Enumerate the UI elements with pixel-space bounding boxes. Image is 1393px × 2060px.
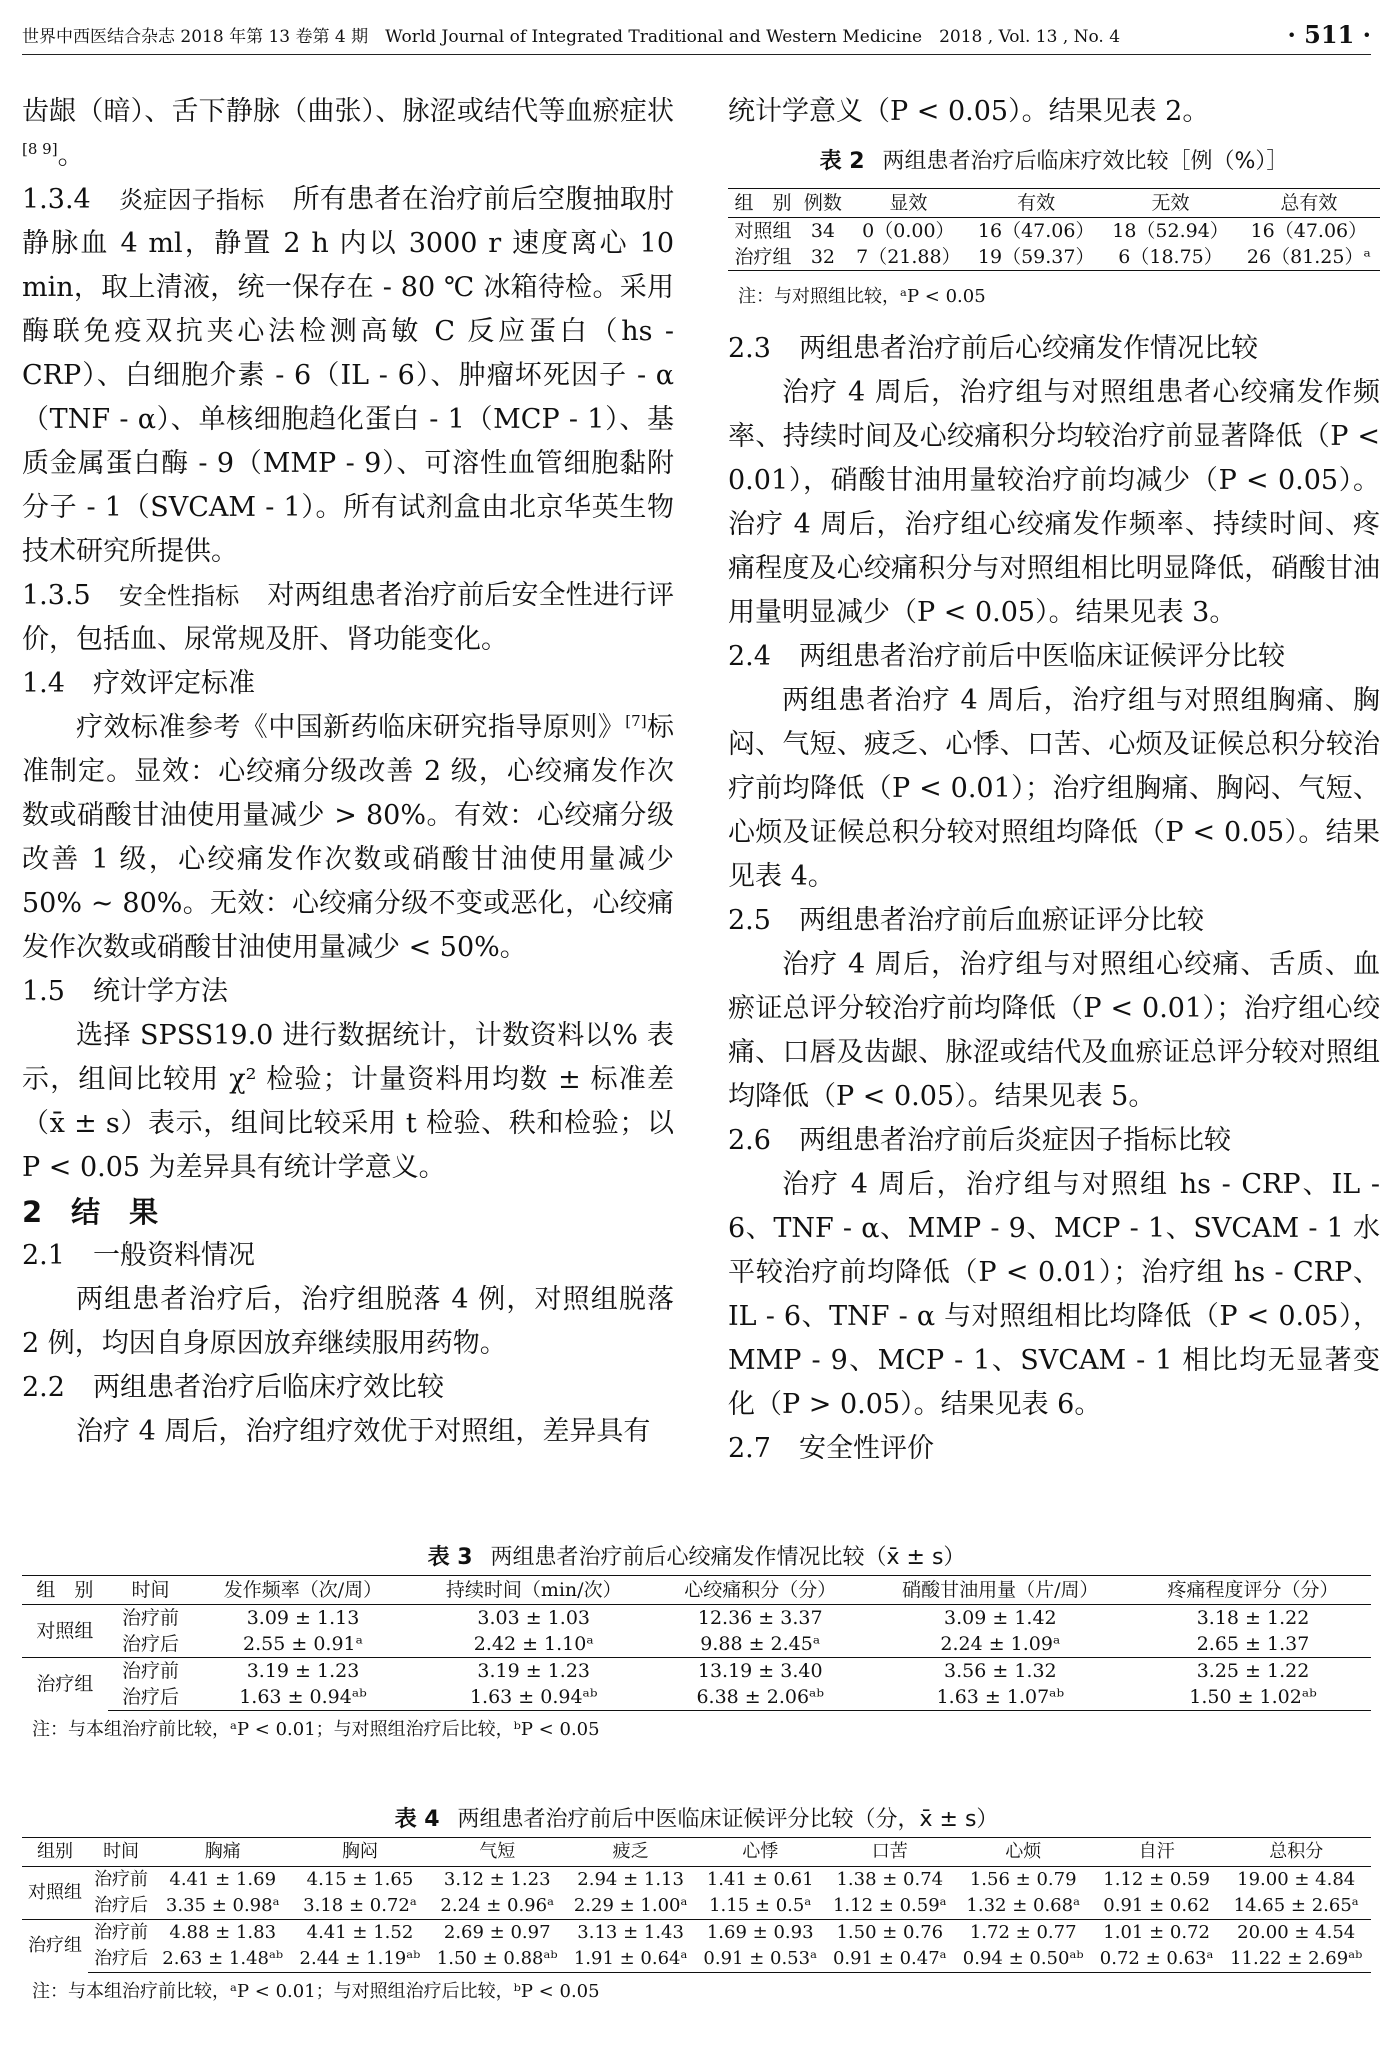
group-cell: 对照组 [36,1620,94,1642]
table-cell: 32 [798,244,848,271]
table-cell: 4.41 ± 1.69 [169,1869,277,1890]
column-header: 疲乏 [566,1838,696,1867]
table-cell: 0.72 ± 0.63ᵃ [1092,1946,1222,1973]
table-cell: 14.65 ± 2.65ᵃ [1233,1895,1359,1916]
table-cell: 治疗后 [108,1684,194,1711]
table-cell: 3.09 ± 1.42 [944,1607,1057,1629]
table-cell: 2.29 ± 1.00ᵃ [573,1895,688,1916]
table-cell: 1.50 ± 0.88ᵃᵇ [429,1946,566,1973]
table-cell: 2.55 ± 0.91ᵃ [243,1633,363,1655]
group-cell: 治疗组 [22,1658,108,1711]
column-header: 气短 [429,1838,566,1867]
table-cell: 1.72 ± 0.77 [955,1920,1092,1947]
table-header-row [728,189,1380,218]
table-4-grid [22,1837,1371,1973]
column-header: 组别 [22,1838,88,1867]
column-header: 持续时间（min/次） [413,1576,655,1605]
table-cell: 4.88 ± 1.83 [154,1920,291,1947]
table-cell: 9.88 ± 2.45ᵃ [700,1633,821,1655]
table-cell: 3.18 ± 1.22 [1196,1607,1310,1629]
table-cell: 对照组 [734,220,792,242]
column-header: 心烦 [955,1838,1092,1867]
table-cell: 治疗后 [88,1946,154,1973]
table-cell: 2.24 ± 1.09ᵃ [940,1633,1061,1655]
table-cell: 26（81.25）ᵃ [1238,244,1380,271]
table-cell: 1.63 ± 1.07ᵃᵇ [866,1684,1135,1711]
table-cell: 2.44 ± 1.19ᵃᵇ [291,1946,428,1973]
column-header: 有效 [969,189,1103,218]
running-header [22,14,1371,55]
table-cell: 16（47.06） [1250,220,1368,242]
table-row [22,1893,1371,1920]
table-cell: 2.94 ± 1.13 [577,1869,684,1890]
table-cell: 1.01 ± 0.72 [1092,1920,1222,1947]
column-header: 疼痛程度评分（分） [1135,1576,1371,1605]
paragraph: 统计学意义（P < 0.05）。结果见表 2。 [728,96,1210,127]
table-row [22,1605,1371,1632]
table-cell: 34 [810,220,835,242]
table-cell: 1.32 ± 0.68ᵃ [966,1895,1081,1916]
table-note: 注：与本组治疗前比较，ᵃP < 0.01；与对照组治疗后比较，ᵇP < 0.05 [32,1719,600,1740]
page-number: · 511 · [1287,19,1371,49]
table-cell: 治疗前 [88,1920,154,1947]
table-cell: 3.03 ± 1.03 [477,1607,591,1629]
group-cell: 对照组 [28,1882,83,1903]
column-header: 组 别 [22,1576,108,1605]
section-2-heading: 2 结 果 [22,1195,159,1229]
table-cell: 3.56 ± 1.32 [866,1658,1135,1685]
table-cell: 1.63 ± 0.94ᵃᵇ [413,1684,655,1711]
column-header: 心悸 [695,1838,825,1867]
table-cell: 20.00 ± 4.54 [1221,1920,1371,1947]
table-cell: 2.24 ± 0.96ᵃ [440,1895,555,1916]
table-4 [22,1800,1371,2003]
table-cell: 0.91 ± 0.47ᵃ [825,1946,955,1973]
table-cell: 3.09 ± 1.13 [246,1607,360,1629]
column-header: 例数 [798,189,848,218]
column-header: 自汗 [1092,1838,1222,1867]
section-2-2-heading: 2.2 两组患者治疗后临床疗效比较 [22,1372,444,1403]
table-cell: 0（0.00） [862,220,955,242]
section-2-4-heading: 2.4 两组患者治疗前后中医临床证候评分比较 [728,641,1285,672]
table-cell: 19（59.37） [969,244,1103,271]
table-3 [22,1538,1371,1741]
table-caption: 表 2 两组患者治疗后临床疗效比较［例（%）］ [819,149,1289,174]
table-cell: 治疗前 [122,1607,180,1629]
paragraph: 疗效标准参考《中国新药临床研究指导原则》[7]标准制定。显效：心绞痛分级改善 2 级，心绞痛发作次数或硝酸甘油使用量减少 > 80%。有效：心绞痛分级改善 1 级，心绞痛发作次数或硝酸甘油使用量减少 50% ~ 80%。无效：心绞痛分级不变或恶化，心绞痛发作次数或硝酸甘油使用量减少 < 50%。 [22,712,675,963]
column-header: 口苦 [825,1838,955,1867]
table-row [22,1631,1371,1658]
table-cell: 3.13 ± 1.43 [566,1920,696,1947]
table-cell: 1.12 ± 0.59 [1103,1869,1210,1890]
table-cell: 2.63 ± 1.48ᵃᵇ [154,1946,291,1973]
column-header: 组 别 [728,189,798,218]
paragraph: 治疗 4 周后，治疗组与对照组患者心绞痛发作频率、持续时间及心绞痛积分均较治疗前显著降低（P < 0.01），硝酸甘油用量较治疗前均减少（P < 0.05）。治疗 4 周后，治疗组心绞痛发作频率、持续时间、疼痛程度及心绞痛积分与对照组相比明显降低，硝酸甘油用量明显减少（P < 0.05）。结果见表 3。 [728,377,1380,628]
table-cell: 6.38 ± 2.06ᵃᵇ [655,1684,866,1711]
column-header: 总积分 [1221,1838,1371,1867]
column-header: 发作频率（次/周） [193,1576,412,1605]
table-cell: 1.50 ± 1.02ᵃᵇ [1135,1684,1371,1711]
table-cell: 1.63 ± 0.94ᵃᵇ [193,1684,412,1711]
table-cell: 3.19 ± 1.23 [413,1658,655,1685]
column-header: 心绞痛积分（分） [655,1576,866,1605]
column-header: 无效 [1103,189,1237,218]
left-column [22,90,674,1454]
column-header: 显效 [848,189,969,218]
section-1-5-heading: 1.5 统计学方法 [22,976,228,1007]
table-cell: 0.94 ± 0.50ᵃᵇ [955,1946,1092,1973]
paragraph: 两组患者治疗 4 周后，治疗组与对照组胸痛、胸闷、气短、疲乏、心悸、口苦、心烦及证候总积分较治疗前均降低（P < 0.01）；治疗组胸痛、胸闷、气短、心烦及证候总积分较对照组均降低（P < 0.05）。结果见表 4。 [728,685,1380,892]
table-cell: 18（52.94） [1112,220,1229,242]
table-row [22,1920,1371,1947]
table-cell: 1.69 ± 0.93 [695,1920,825,1947]
table-cell: 2.69 ± 0.97 [429,1920,566,1947]
table-cell: 16（47.06） [977,220,1095,242]
table-cell: 4.41 ± 1.52 [291,1920,428,1947]
table-cell: 1.15 ± 0.5ᵃ [709,1895,812,1916]
table-cell: 1.41 ± 0.61 [706,1869,814,1890]
section-2-5-heading: 2.5 两组患者治疗前后血瘀证评分比较 [728,905,1204,936]
column-header: 时间 [88,1838,154,1867]
table-cell: 13.19 ± 3.40 [655,1658,866,1685]
table-cell: 4.15 ± 1.65 [306,1869,414,1890]
paragraph: 选择 SPSS19.0 进行数据统计，计数资料以% 表示，组间比较用 χ² 检验；计量资料用均数 ± 标准差（x̄ ± s）表示，组间比较采用 t 检验、秩和检验；以 P < 0.05 为差异具有统计学意义。 [22,1020,674,1183]
section-1-3-4: 1.3.4 炎症因子指标 所有患者在治疗前后空腹抽取肘静脉血 4 ml，静置 2 h 内以 3000 r 速度离心 10 min，取上清液，统一保存在 - 80 ℃ 冰箱待检。采用酶联免疫双抗夹心法检测高敏 C 反应蛋白（hs - CRP）、白细胞介素 - 6（IL - 6）、肿瘤坏死因子 - α（TNF - α）、单核细胞趋化蛋白 - 1（MCP - 1）、基质金属蛋白酶 - 9（MMP - 9）、可溶性血管细胞黏附分子 - 1（SVCAM - 1）。所有试剂盒由北京华英生物技术研究所提供。 [22,184,675,567]
column-header: 胸闷 [291,1838,428,1867]
section-2-7-heading: 2.7 安全性评价 [728,1433,934,1464]
section-1-3-5: 1.3.5 安全性指标 对两组患者治疗前后安全性进行评价，包括血、尿常规及肝、肾功能变化。 [22,580,675,655]
table-cell: 3.35 ± 0.98ᵃ [165,1895,280,1916]
table-2 [728,140,1380,319]
table-row [728,218,1380,245]
table-cell: 治疗后 [94,1895,149,1916]
table-cell: 3.25 ± 1.22 [1135,1658,1371,1685]
table-cell: 11.22 ± 2.69ᵃᵇ [1221,1946,1371,1973]
table-header-row [22,1576,1371,1605]
table-note: 注：与对照组比较，ᵃP < 0.05 [738,286,986,307]
table-cell: 3.12 ± 1.23 [443,1869,551,1890]
group-cell: 治疗组 [22,1920,88,1973]
paragraph: 两组患者治疗后，治疗组脱落 4 例，对照组脱落 2 例，均因自身原因放弃继续服用药物。 [22,1284,674,1359]
paragraph: 治疗 4 周后，治疗组与对照组心绞痛、舌质、血瘀证总评分较治疗前均降低（P < 0.01）；治疗组心绞痛、口唇及齿龈、脉涩或结代及血瘀证总评分较对照组均降低（P < 0.05）。结果见表 5。 [728,949,1380,1112]
right-column [728,90,1380,1471]
table-cell: 1.12 ± 0.59ᵃ [832,1895,947,1916]
table-cell: 3.19 ± 1.23 [193,1658,412,1685]
table-cell: 治疗后 [122,1633,180,1655]
table-cell: 1.50 ± 0.76 [825,1920,955,1947]
section-2-6-heading: 2.6 两组患者治疗前后炎症因子指标比较 [728,1125,1231,1156]
section-2-3-heading: 2.3 两组患者治疗前后心绞痛发作情况比较 [728,333,1258,364]
table-cell: 治疗前 [108,1658,194,1685]
table-cell: 6（18.75） [1103,244,1237,271]
table-caption: 表 4 两组患者治疗前后中医临床证候评分比较（分，x̄ ± s） [394,1807,999,1832]
table-cell: 治疗前 [94,1869,149,1890]
table-note: 注：与本组治疗前比较，ᵃP < 0.01；与对照组治疗后比较，ᵇP < 0.05 [32,1981,600,2002]
paragraph: 治疗 4 周后，治疗组疗效优于对照组，差异具有 [76,1416,651,1447]
column-header: 时间 [108,1576,194,1605]
table-cell: 19.00 ± 4.84 [1237,1869,1356,1890]
table-row [22,1658,1371,1685]
table-row [22,1946,1371,1973]
table-cell: 12.36 ± 3.37 [697,1607,823,1629]
table-cell: 0.91 ± 0.53ᵃ [695,1946,825,1973]
table-3-grid [22,1575,1371,1711]
paragraph: 治疗 4 周后，治疗组与对照组 hs - CRP、IL - 6、TNF - α、MMP - 9、MCP - 1、SVCAM - 1 水平较治疗前均降低（P < 0.01）；治疗组 hs - CRP、IL - 6、TNF - α 与对照组相比均降低（P < 0.05），MMP - 9、MCP - 1、SVCAM - 1 相比均无显著变化（P > 0.05）。结果见表 6。 [728,1169,1380,1420]
table-caption: 表 3 两组患者治疗前后心绞痛发作情况比较（x̄ ± s） [427,1545,966,1570]
table-cell: 治疗组 [728,244,798,271]
table-row [22,1867,1371,1894]
table-cell: 1.91 ± 0.64ᵃ [566,1946,696,1973]
section-1-4-heading: 1.4 疗效评定标准 [22,668,255,699]
table-cell: 0.91 ± 0.62 [1103,1895,1210,1916]
table-row [728,244,1380,271]
table-cell: 1.38 ± 0.74 [836,1869,944,1890]
table-cell: 2.65 ± 1.37 [1196,1633,1310,1655]
table-cell: 1.56 ± 0.79 [969,1869,1077,1890]
table-2-grid [728,188,1380,271]
table-cell: 3.18 ± 0.72ᵃ [303,1895,417,1916]
section-2-1-heading: 2.1 一般资料情况 [22,1240,255,1271]
table-cell: 7（21.88） [848,244,969,271]
journal-header: 世界中西医结合杂志 2018 年第 13 卷第 4 期 World Journal of Integrated Traditional and Western Medicine 2018 , Vol. 13 , No. 4 [22,26,1121,47]
paragraph: 齿龈（暗）、舌下静脉（曲张）、脉涩或结代等血瘀症状[8 9]。 [22,96,674,171]
column-header: 硝酸甘油用量（片/周） [866,1576,1135,1605]
column-header: 胸痛 [154,1838,291,1867]
table-row [22,1684,1371,1711]
table-cell: 2.42 ± 1.10ᵃ [473,1633,594,1655]
table-header-row [22,1838,1371,1867]
column-header: 总有效 [1238,189,1380,218]
